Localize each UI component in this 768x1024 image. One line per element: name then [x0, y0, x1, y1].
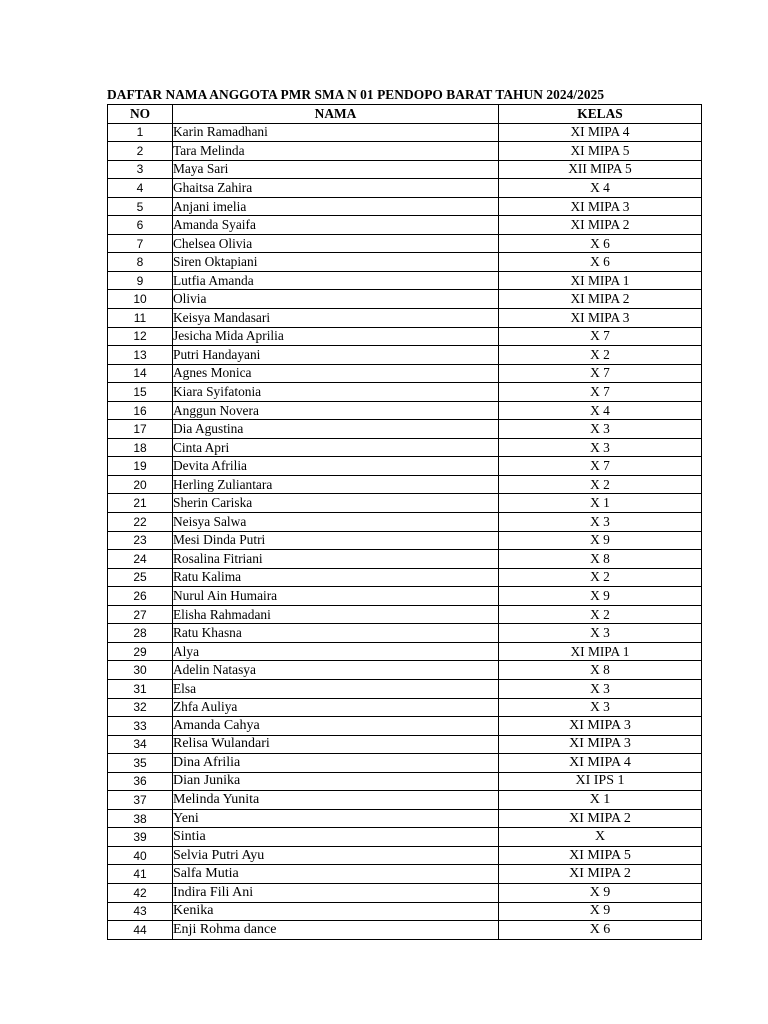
row-number: 33: [108, 717, 173, 736]
member-name: Yeni: [173, 809, 499, 828]
member-class: X 2: [499, 346, 702, 365]
member-name: Melinda Yunita: [173, 791, 499, 810]
member-class: XI IPS 1: [499, 772, 702, 791]
table-row: [108, 346, 702, 365]
member-class: X 6: [499, 921, 702, 940]
table-row: [108, 642, 702, 661]
member-class: XI MIPA 3: [499, 197, 702, 216]
row-number: 14: [108, 364, 173, 383]
table-row: [108, 216, 702, 235]
table-row: [108, 160, 702, 179]
table-header-row: [108, 105, 702, 124]
member-class: X: [499, 828, 702, 847]
member-class: X 9: [499, 883, 702, 902]
table-row: [108, 624, 702, 643]
member-name: Kenika: [173, 902, 499, 921]
member-name: Keisya Mandasari: [173, 309, 499, 328]
member-name: Amanda Syaifa: [173, 216, 499, 235]
member-class: XI MIPA 2: [499, 290, 702, 309]
table-row: [108, 587, 702, 606]
row-number: 42: [108, 883, 173, 902]
table-row: [108, 735, 702, 754]
member-class: X 7: [499, 383, 702, 402]
member-name: Anggun Novera: [173, 401, 499, 420]
member-class: X 8: [499, 661, 702, 680]
table-row: [108, 791, 702, 810]
row-number: 27: [108, 605, 173, 624]
table-row: [108, 568, 702, 587]
row-number: 44: [108, 921, 173, 940]
table-row: [108, 383, 702, 402]
member-name: Ghaitsa Zahira: [173, 179, 499, 198]
member-name: Sherin Cariska: [173, 494, 499, 513]
row-number: 41: [108, 865, 173, 884]
member-name: Dina Afrilia: [173, 754, 499, 773]
row-number: 43: [108, 902, 173, 921]
member-name: Siren Oktapiani: [173, 253, 499, 272]
table-row: [108, 605, 702, 624]
row-number: 9: [108, 271, 173, 290]
member-class: X 7: [499, 327, 702, 346]
row-number: 11: [108, 309, 173, 328]
row-number: 1: [108, 123, 173, 142]
member-class: X 8: [499, 550, 702, 569]
row-number: 31: [108, 679, 173, 698]
column-header-no: NO: [108, 105, 173, 124]
table-row: [108, 327, 702, 346]
member-class: XI MIPA 2: [499, 809, 702, 828]
row-number: 15: [108, 383, 173, 402]
member-class: X 9: [499, 587, 702, 606]
table-row: [108, 883, 702, 902]
member-class: XI MIPA 5: [499, 846, 702, 865]
row-number: 10: [108, 290, 173, 309]
table-row: [108, 420, 702, 439]
row-number: 29: [108, 642, 173, 661]
member-class: X 2: [499, 475, 702, 494]
row-number: 34: [108, 735, 173, 754]
member-class: XI MIPA 4: [499, 754, 702, 773]
member-name: Maya Sari: [173, 160, 499, 179]
row-number: 35: [108, 754, 173, 773]
member-name: Rosalina Fitriani: [173, 550, 499, 569]
table-row: [108, 809, 702, 828]
row-number: 38: [108, 809, 173, 828]
table-row: [108, 550, 702, 569]
member-name: Tara Melinda: [173, 142, 499, 161]
member-name: Salfa Mutia: [173, 865, 499, 884]
row-number: 2: [108, 142, 173, 161]
row-number: 12: [108, 327, 173, 346]
row-number: 21: [108, 494, 173, 513]
member-class: X 4: [499, 401, 702, 420]
member-class: X 3: [499, 438, 702, 457]
member-class: X 9: [499, 902, 702, 921]
member-name: Devita Afrilia: [173, 457, 499, 476]
table-row: [108, 717, 702, 736]
table-row: [108, 531, 702, 550]
member-class: X 9: [499, 531, 702, 550]
member-name: Kiara Syifatonia: [173, 383, 499, 402]
member-name: Sintia: [173, 828, 499, 847]
row-number: 36: [108, 772, 173, 791]
row-number: 3: [108, 160, 173, 179]
member-name: Dian Junika: [173, 772, 499, 791]
member-name: Anjani imelia: [173, 197, 499, 216]
member-name: Herling Zuliantara: [173, 475, 499, 494]
member-class: X 3: [499, 513, 702, 532]
table-row: [108, 253, 702, 272]
row-number: 17: [108, 420, 173, 439]
member-class: XII MIPA 5: [499, 160, 702, 179]
table-row: [108, 698, 702, 717]
member-table-body: [108, 123, 702, 939]
member-class: XI MIPA 3: [499, 717, 702, 736]
member-name: Zhfa Auliya: [173, 698, 499, 717]
member-name: Karin Ramadhani: [173, 123, 499, 142]
member-class: X 3: [499, 698, 702, 717]
member-class: XI MIPA 5: [499, 142, 702, 161]
member-class: XI MIPA 3: [499, 309, 702, 328]
row-number: 7: [108, 234, 173, 253]
member-class: X 4: [499, 179, 702, 198]
column-header-kelas: KELAS: [499, 105, 702, 124]
row-number: 23: [108, 531, 173, 550]
member-name: Ratu Kalima: [173, 568, 499, 587]
table-row: [108, 754, 702, 773]
row-number: 4: [108, 179, 173, 198]
table-row: [108, 438, 702, 457]
member-class: XI MIPA 1: [499, 642, 702, 661]
member-name: Agnes Monica: [173, 364, 499, 383]
member-class: X 3: [499, 420, 702, 439]
table-row: [108, 197, 702, 216]
member-class: X 3: [499, 624, 702, 643]
member-name: Relisa Wulandari: [173, 735, 499, 754]
member-name: Nurul Ain Humaira: [173, 587, 499, 606]
member-class: X 7: [499, 364, 702, 383]
member-name: Lutfia Amanda: [173, 271, 499, 290]
table-row: [108, 309, 702, 328]
member-class: XI MIPA 2: [499, 865, 702, 884]
table-row: [108, 179, 702, 198]
member-table: [107, 104, 702, 940]
member-name: Alya: [173, 642, 499, 661]
member-class: X 1: [499, 791, 702, 810]
member-name: Dia Agustina: [173, 420, 499, 439]
row-number: 32: [108, 698, 173, 717]
member-name: Cinta Apri: [173, 438, 499, 457]
row-number: 8: [108, 253, 173, 272]
table-row: [108, 271, 702, 290]
member-class: XI MIPA 4: [499, 123, 702, 142]
member-class: X 6: [499, 253, 702, 272]
table-row: [108, 475, 702, 494]
member-name: Jesicha Mida Aprilia: [173, 327, 499, 346]
member-name: Elisha Rahmadani: [173, 605, 499, 624]
table-row: [108, 772, 702, 791]
member-class: X 3: [499, 679, 702, 698]
member-name: Ratu Khasna: [173, 624, 499, 643]
table-row: [108, 661, 702, 680]
row-number: 40: [108, 846, 173, 865]
row-number: 19: [108, 457, 173, 476]
table-row: [108, 902, 702, 921]
member-class: XI MIPA 2: [499, 216, 702, 235]
member-name: Indira Fili Ani: [173, 883, 499, 902]
row-number: 5: [108, 197, 173, 216]
table-row: [108, 828, 702, 847]
member-class: X 2: [499, 568, 702, 587]
member-name: Chelsea Olivia: [173, 234, 499, 253]
table-row: [108, 865, 702, 884]
member-name: Neisya Salwa: [173, 513, 499, 532]
member-class: X 7: [499, 457, 702, 476]
document-title: DAFTAR NAMA ANGGOTA PMR SMA N 01 PENDOPO BARAT TAHUN 2024/2025: [107, 87, 605, 102]
row-number: 26: [108, 587, 173, 606]
member-name: Olivia: [173, 290, 499, 309]
row-number: 20: [108, 475, 173, 494]
member-class: X 6: [499, 234, 702, 253]
member-class: X 2: [499, 605, 702, 624]
row-number: 16: [108, 401, 173, 420]
table-row: [108, 401, 702, 420]
member-name: Elsa: [173, 679, 499, 698]
member-name: Mesi Dinda Putri: [173, 531, 499, 550]
member-class: XI MIPA 1: [499, 271, 702, 290]
table-row: [108, 846, 702, 865]
table-row: [108, 142, 702, 161]
member-class: XI MIPA 3: [499, 735, 702, 754]
table-row: [108, 494, 702, 513]
table-row: [108, 234, 702, 253]
member-name: Amanda Cahya: [173, 717, 499, 736]
table-row: [108, 679, 702, 698]
row-number: 28: [108, 624, 173, 643]
member-name: Selvia Putri Ayu: [173, 846, 499, 865]
row-number: 6: [108, 216, 173, 235]
row-number: 37: [108, 791, 173, 810]
row-number: 13: [108, 346, 173, 365]
member-name: Adelin Natasya: [173, 661, 499, 680]
table-row: [108, 364, 702, 383]
row-number: 18: [108, 438, 173, 457]
member-class: X 1: [499, 494, 702, 513]
member-name: Enji Rohma dance: [173, 921, 499, 940]
row-number: 25: [108, 568, 173, 587]
member-name: Putri Handayani: [173, 346, 499, 365]
table-row: [108, 921, 702, 940]
table-row: [108, 513, 702, 532]
table-row: [108, 290, 702, 309]
row-number: 24: [108, 550, 173, 569]
row-number: 22: [108, 513, 173, 532]
table-row: [108, 457, 702, 476]
row-number: 30: [108, 661, 173, 680]
column-header-nama: NAMA: [173, 105, 499, 124]
row-number: 39: [108, 828, 173, 847]
table-row: [108, 123, 702, 142]
